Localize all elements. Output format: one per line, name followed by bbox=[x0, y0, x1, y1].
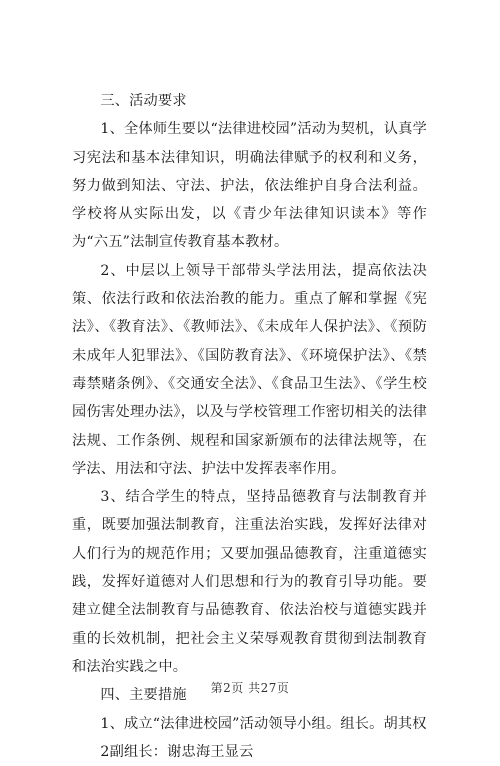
page-number-footer: 第2页 共27页 bbox=[210, 681, 290, 695]
paragraph-requirement-1: 1、全体师生要以“法律进校园”活动为契机，认真学习宪法和基本法律知识，明确法律赋予的权利和义务，努力做到知法、守法、护法，依法维护自身合法利益。学校将从实际出发，以《青少年法律知识读本》等作为“六五”法制宣传教育基本教材。 bbox=[72, 121, 427, 251]
section-heading-measures: 四、主要措施 bbox=[100, 687, 187, 704]
document-body bbox=[72, 87, 427, 766]
paragraph-requirement-2: 2、中层以上领导干部带头学法用法，提高依法决策、依法行政和依法治教的能力。重点了解和掌握《宪法》、《教育法》、《教师法》、《未成年人保护法》、《预防未成年人犯罪法》、《国防教育法》、《环境保护法》、《禁毒禁赌条例》、《交通安全法》、《食品卫生法》、《学生校园伤害处理办法》，以及与学校管理工作密切相关的法律法规、工作条例、规程和国家新颁布的法律法规等，在学法、用法和守法、护法中发挥表率作用。 bbox=[72, 262, 427, 477]
paragraph-requirement-3: 3、结合学生的特点，坚持品德教育与法制教育并重，既要加强法制教育，注重法治实践，发挥好法律对人们行为的规范作用；又要加强品德教育，注重道德实践，发挥好道德对人们思想和行为的教育引导功能。要建立健全法制教育与品德教育、依法治校与道德实践并重的长效机制，把社会主义荣辱观教育贯彻到法制教育和法治实践之中。 bbox=[72, 489, 427, 675]
paragraph-measure-1: 1、成立“法律进校园”活动领导小组。组长。胡其权 bbox=[100, 715, 427, 732]
paragraph-measure-2: 2副组长：谢忠海王显云 bbox=[100, 743, 254, 760]
section-heading-requirements: 三、活动要求 bbox=[100, 93, 187, 109]
